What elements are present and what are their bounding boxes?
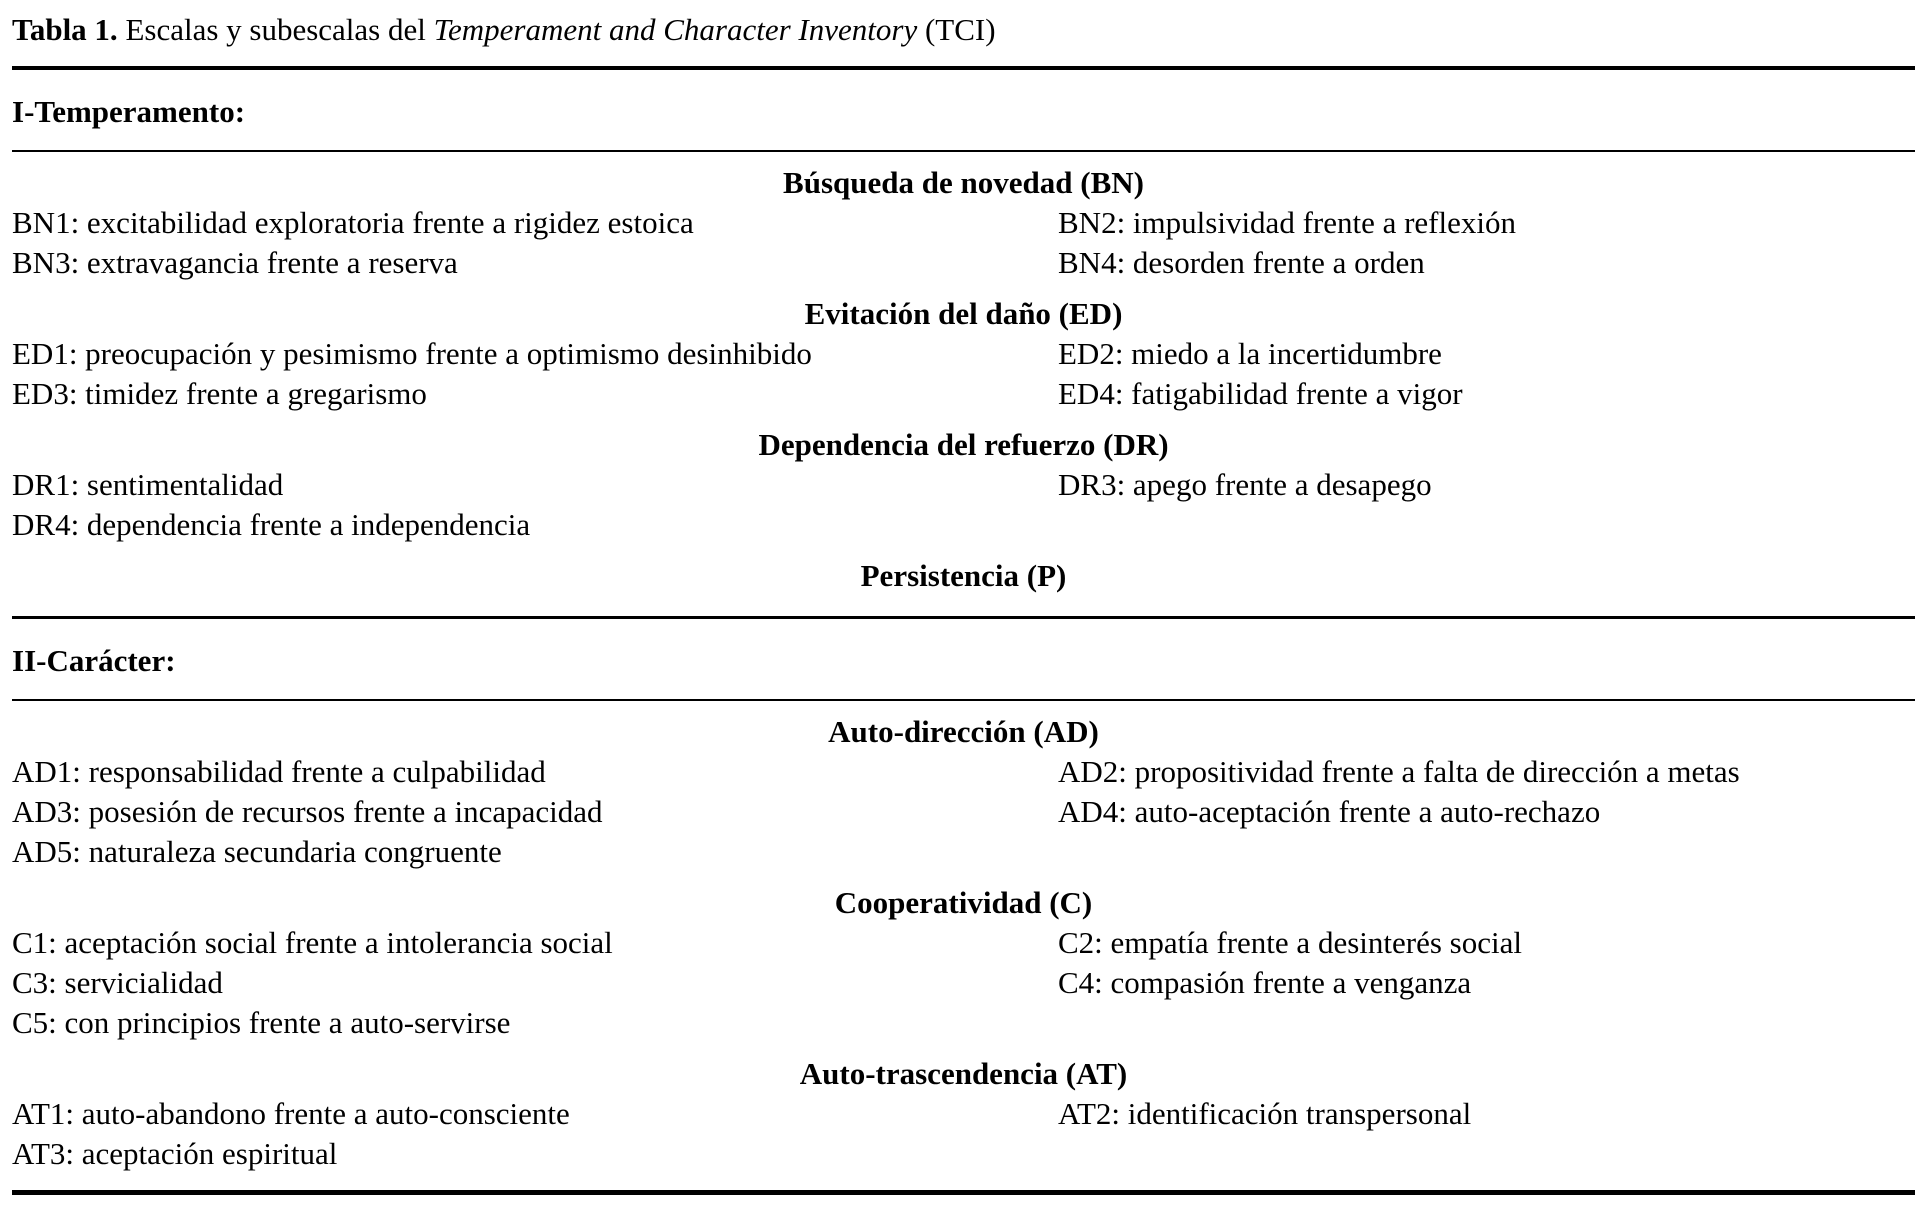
bottom-rule	[12, 1190, 1915, 1195]
top-rule	[12, 66, 1915, 70]
subscale-right	[1058, 832, 1915, 872]
subscale-row	[12, 752, 1915, 792]
subscale-left: BN1: excitabilidad exploratoria frente a rigidez estoica	[12, 205, 694, 240]
subscale-left: BN3: extravagancia frente a reserva	[12, 245, 458, 280]
subscale-right: C4: compasión frente a venganza	[1058, 965, 1472, 1000]
subscale-left: C5: con principios frente a auto-servirse	[12, 1005, 511, 1040]
subscale-row	[12, 203, 1915, 243]
subscale-row	[12, 465, 1915, 505]
subscale-right: DR3: apego frente a desapego	[1058, 467, 1432, 502]
subscale-right: BN4: desorden frente a orden	[1058, 245, 1425, 280]
subscale-row	[12, 963, 1915, 1003]
subscale-right: BN2: impulsividad frente a reflexión	[1058, 205, 1516, 240]
subscale-left: C1: aceptación social frente a intolerancia social	[12, 925, 613, 960]
subscale-row	[12, 923, 1915, 963]
scale-heading: Búsqueda de novedad (BN)	[783, 165, 1144, 200]
subscale-left: ED1: preocupación y pesimismo frente a optimismo desinhibido	[12, 336, 812, 371]
scale-heading: Auto-trascendencia (AT)	[799, 1056, 1128, 1091]
table-title-suffix: (TCI)	[917, 12, 996, 47]
subscale-left: DR4: dependencia frente a independencia	[12, 507, 531, 542]
table-body	[12, 92, 1915, 1174]
subscale-row	[12, 792, 1915, 832]
subscale-left: DR1: sentimentalidad	[12, 467, 284, 502]
subscale-right: AT2: identificación transpersonal	[1058, 1096, 1472, 1131]
subscale-right	[1058, 1003, 1915, 1043]
subscale-row	[12, 1003, 1915, 1043]
subscale-right: ED4: fatigabilidad frente a vigor	[1058, 376, 1463, 411]
heading-divider	[12, 150, 1915, 152]
heading-divider	[12, 699, 1915, 701]
subscale-left: AT1: auto-abandono frente a auto-consciente	[12, 1096, 570, 1131]
subscale-row	[12, 505, 1915, 545]
subscale-row	[12, 374, 1915, 414]
scale-heading: Evitación del daño (ED)	[804, 296, 1123, 331]
scale-heading: Auto-dirección (AD)	[828, 714, 1099, 749]
subscale-left: C3: servicialidad	[12, 965, 223, 1000]
section-heading: II-Carácter:	[12, 643, 176, 678]
table-title-italic: Temperament and Character Inventory	[433, 12, 918, 47]
subscale-row	[12, 334, 1915, 374]
section-heading: I-Temperamento:	[12, 94, 246, 129]
subscale-row	[12, 832, 1915, 872]
subscale-right: C2: empatía frente a desinterés social	[1058, 925, 1522, 960]
subscale-left: AD5: naturaleza secundaria congruente	[12, 834, 502, 869]
subscale-left: AD3: posesión de recursos frente a incapacidad	[12, 794, 603, 829]
subscale-left: AT3: aceptación espiritual	[12, 1136, 338, 1171]
subscale-left: AD1: responsabilidad frente a culpabilidad	[12, 754, 546, 789]
subscale-right: AD4: auto-aceptación frente a auto-rechazo	[1058, 794, 1601, 829]
table-title	[12, 10, 1915, 50]
scale-heading: Cooperatividad (C)	[834, 885, 1093, 920]
subscale-right	[1058, 505, 1915, 545]
subscale-right: ED2: miedo a la incertidumbre	[1058, 336, 1442, 371]
subscale-row	[12, 1134, 1915, 1174]
scale-heading: Persistencia (P)	[860, 558, 1067, 593]
subscale-row	[12, 1094, 1915, 1134]
subscale-row	[12, 243, 1915, 283]
section-divider	[12, 616, 1915, 619]
subscale-right: AD2: propositividad frente a falta de dirección a metas	[1058, 754, 1740, 789]
scale-heading: Dependencia del refuerzo (DR)	[758, 427, 1169, 462]
table-title-text: Escalas y subescalas del	[117, 12, 434, 47]
subscale-right	[1058, 1134, 1915, 1174]
table-title-label: Tabla 1.	[12, 12, 118, 47]
subscale-left: ED3: timidez frente a gregarismo	[12, 376, 427, 411]
